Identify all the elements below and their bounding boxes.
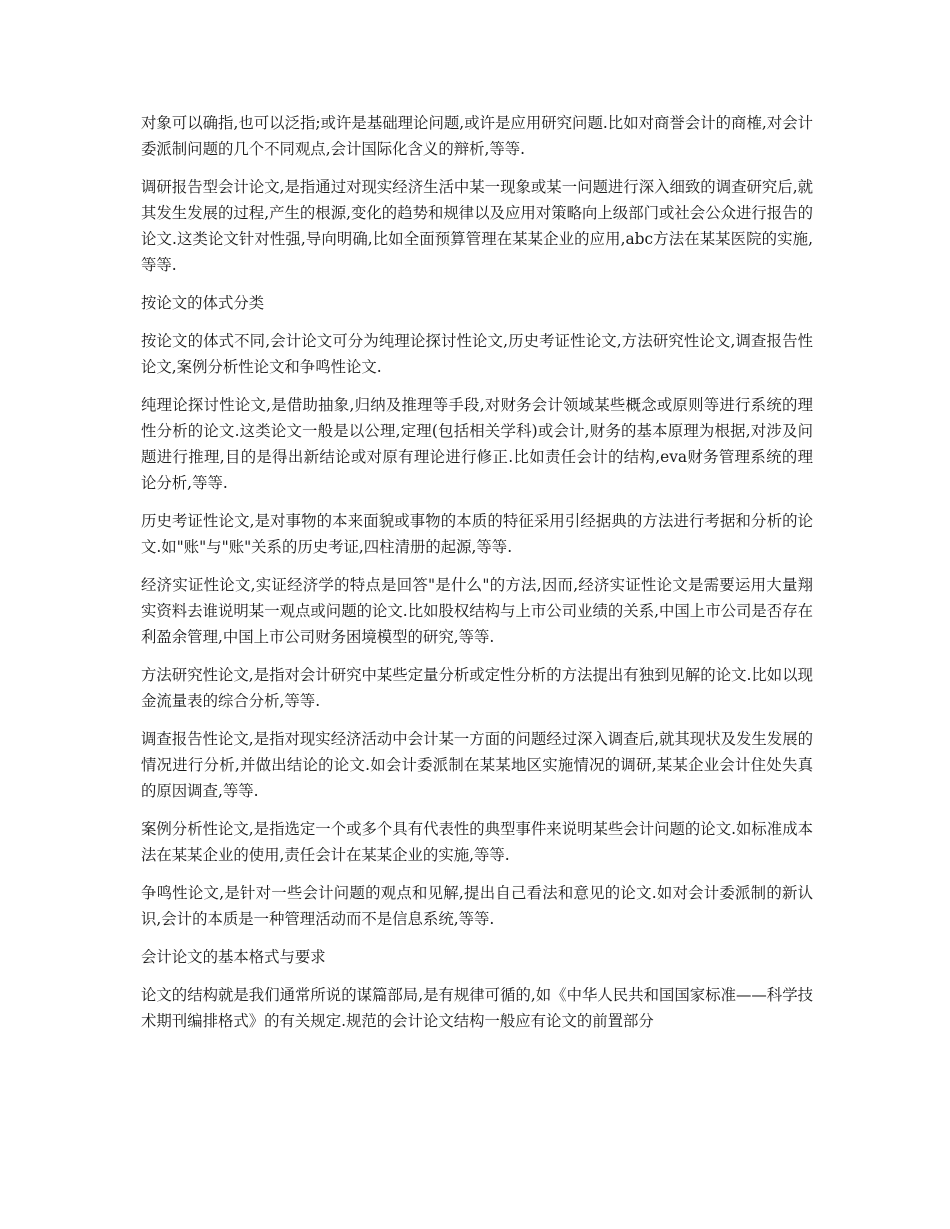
paragraph: 案例分析性论文,是指选定一个或多个具有代表性的典型事件来说明某些会计问题的论文.如标准成本法在某某企业的使用,责任会计在某某企业的实施,等等.	[141, 820, 813, 864]
paragraph: 纯理论探讨性论文,是借助抽象,归纳及推理等手段,对财务会计领域某些概念或原则等进行系统的理性分析的论文.这类论文一般是以公理,定理(包括相关学科)或会计,财务的基本原理为根据,对涉及问题进行推理,目的是得出新结论或对原有理论进行修正.比如责任会计的结构,eva财务管理系统的理论分析,等等.	[141, 396, 813, 492]
paragraph: 对象可以确指,也可以泛指;或许是基础理论问题,或许是应用研究问题.比如对商誉会计的商榷,对会计委派制问题的几个不同观点,会计国际化含义的辩析,等等.	[141, 114, 813, 158]
section-heading: 按论文的体式分类	[141, 294, 265, 312]
paragraph: 论文的结构就是我们通常所说的谋篇部局,是有规律可循的,如《中华人民共和国国家标准——科学技术期刊编排格式》的有关规定.规范的会计论文结构一般应有论文的前置部分	[141, 986, 813, 1030]
paragraph: 方法研究性论文,是指对会计研究中某些定量分析或定性分析的方法提出有独到见解的论文.比如以现金流量表的综合分析,等等.	[141, 666, 813, 710]
paragraph: 调研报告型会计论文,是指通过对现实经济生活中某一现象或某一问题进行深入细致的调查研究后,就其发生发展的过程,产生的根源,变化的趋势和规律以及应用对策略向上级部门或社会公众进行报告的论文.这类论文针对性强,导向明确,比如全面预算管理在某某企业的应用,abc方法在某某医院的实施,等等.	[141, 178, 813, 274]
paragraph: 调查报告性论文,是指对现实经济活动中会计某一方面的问题经过深入调查后,就其现状及发生发展的情况进行分析,并做出结论的论文.如会计委派制在某某地区实施情况的调研,某某企业会计住处失真的原因调查,等等.	[141, 730, 813, 800]
paragraph: 经济实证性论文,实证经济学的特点是回答"是什么"的方法,因而,经济实证性论文是需要运用大量翔实资料去谁说明某一观点或问题的论文.比如股权结构与上市公司业绩的关系,中国上市公司是否存在利盈余管理,中国上市公司财务困境模型的研究,等等.	[141, 576, 813, 646]
section-heading: 会计论文的基本格式与要求	[141, 948, 326, 966]
paragraph: 按论文的体式不同,会计论文可分为纯理论探讨性论文,历史考证性论文,方法研究性论文,调查报告性论文,案例分析性论文和争鸣性论文.	[141, 332, 813, 376]
paragraph: 争鸣性论文,是针对一些会计问题的观点和见解,提出自己看法和意见的论文.如对会计委派制的新认识,会计的本质是一种管理活动而不是信息系统,等等.	[141, 884, 813, 928]
document-body	[141, 110, 813, 1046]
paragraph: 历史考证性论文,是对事物的本来面貌或事物的本质的特征采用引经据典的方法进行考据和分析的论文.如"账"与"账"关系的历史考证,四柱清册的起源,等等.	[141, 512, 813, 556]
